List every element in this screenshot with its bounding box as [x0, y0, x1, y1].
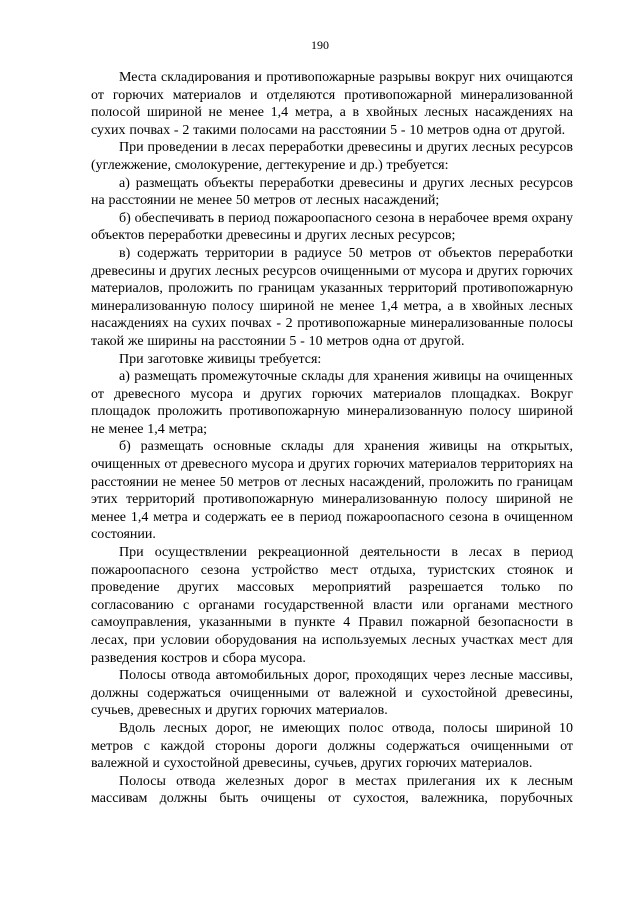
paragraph-wood-processing-b: б) обеспечивать в период пожароопасного сезона в нерабочее время охрану объектов переработки древесины и других лесных ресурсов; [91, 210, 573, 244]
paragraph-railway-allowances: Полосы отвода железных дорог в местах прилегания их к лесным массивам должны быть очищены от сухостоя, валежника, порубочных [91, 773, 573, 807]
paragraph-resin-b: б) размещать основные склады для хранения живицы на открытых, очищенных от древесного мусора и других горючих материалов территориях на расстоянии не менее 50 метров от лесных насаждений, проложить по границам этих территорий противопожарную минерализованную полосу шириной не менее 1,4 метра и содержать ее в период пожароопасного сезона в очищенном состоянии. [91, 439, 573, 543]
paragraph-resin-intro: При заготовке живицы требуется: [119, 351, 322, 367]
document-body [91, 69, 573, 808]
paragraph-recreation: При осуществлении рекреационной деятельности в лесах в период пожароопасного сезона устройство мест отдыха, туристских стоянок и проведение других массовых мероприятий разрешается только по согласованию с органами государственной власти или органами местного самоуправления, указанными в пункте 4 Правил пожарной безопасности в лесах, при условии оборудования на используемых лесных участках мест для разведения костров и сбора мусора. [91, 545, 573, 666]
paragraph-wood-processing-c: в) содержать территории в радиусе 50 метров от объектов переработки древесины и других лесных ресурсов очищенными от мусора и других горючих материалов, проложить по границам указанных территорий противопожарную минерализованную полосу шириной не менее 1,4 метра, а в хвойных лесных насаждениях на сухих почвах - 2 противопожарные минерализованные полосы такой же ширины на расстоянии 5 - 10 метров одна от другой. [91, 245, 573, 349]
paragraph-forest-roads: Вдоль лесных дорог, не имеющих полос отвода, полосы шириной 10 метров с каждой стороны дороги должны содержаться очищенными от валежной и сухостойной древесины, сучьев, других горючих материалов. [91, 720, 573, 772]
paragraph-resin-a: а) размещать промежуточные склады для хранения живицы на очищенных от древесного мусора и других горючих материалов площадках. Вокруг площадок проложить противопожарную минерализованную полосу шириной не менее 1,4 метра; [91, 369, 573, 437]
paragraph-storage-firebreaks: Места складирования и противопожарные разрывы вокруг них очищаются от горючих материалов и отделяются противопожарной минерализованной полосой шириной не менее 1,4 метра, а в хвойных лесных насаждениях на сухих почвах - 2 такими полосами на расстоянии 5 - 10 метров одна от другой. [91, 70, 573, 138]
paragraph-road-allowances: Полосы отвода автомобильных дорог, проходящих через лесные массивы, должны содержаться очищенными от валежной и сухостойной древесины, сучьев, древесных и других горючих материалов. [91, 668, 573, 719]
page-number: 190 [311, 38, 329, 52]
paragraph-wood-processing-a: а) размещать объекты переработки древесины и других лесных ресурсов на расстоянии не менее 50 метров от лесных насаждений; [91, 175, 573, 209]
paragraph-wood-processing-intro: При проведении в лесах переработки древесины и других лесных ресурсов (углежжение, смолокурение, дегтекурение и др.) требуется: [91, 140, 573, 173]
